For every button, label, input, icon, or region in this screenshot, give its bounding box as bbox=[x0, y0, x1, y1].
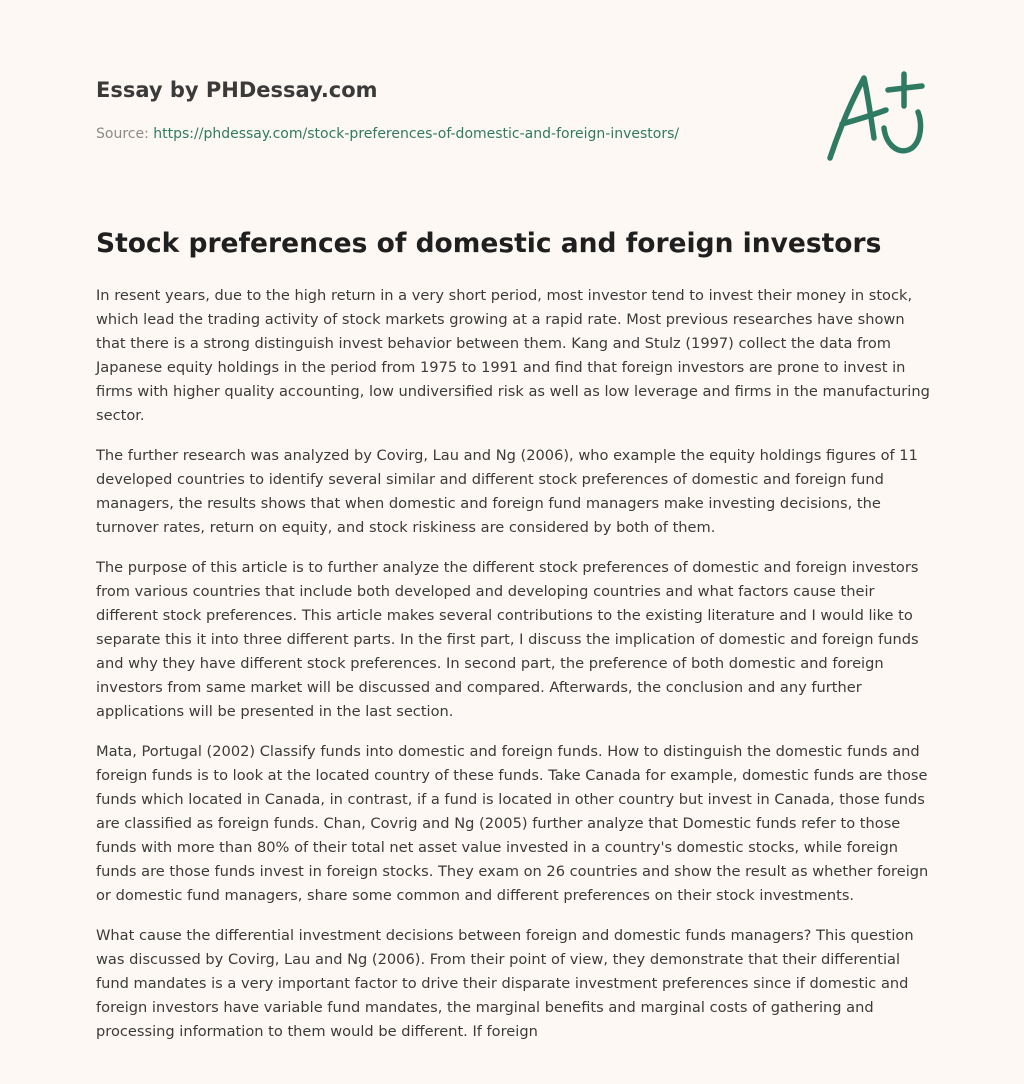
page-header bbox=[96, 76, 796, 144]
source-label: Source: bbox=[96, 126, 154, 142]
paragraph-4: Mata, Portugal (2002) Classify funds into domestic and foreign funds. How to distinguish the domestic funds and foreign funds is to look at the located country of these funds. Take Canada for example, domestic funds are those funds which located in Canada, in contrast, if a fund is located in other country but invest in Canada, those funds are classified as foreign funds. Chan, Covrig and Ng (2005) further analyze that Domestic funds refer to those funds with more than 80% of their total net asset value invested in a country's domestic stocks, while foreign funds are those funds invest in foreign stocks. They exam on 26 countries and show the result as whether foreign or domestic fund managers, share some common and different preferences on their stock investments. bbox=[96, 743, 929, 904]
paragraph-5: What cause the differential investment decisions between foreign and domestic funds managers? This question was discussed by Covirg, Lau and Ng (2006). From their point of view, they demonstrate that their differential fund mandates is a very important factor to drive their disparate investment preferences since if domestic and foreign investors have variable fund mandates, the marginal benefits and marginal costs of gathering and processing information to them would be different. If foreign bbox=[96, 927, 914, 1040]
site-brand: Essay by PHDessay.com bbox=[96, 78, 378, 102]
article-title: Stock preferences of domestic and foreign investors bbox=[96, 228, 882, 259]
article-body bbox=[96, 284, 932, 1060]
paragraph-2: The further research was analyzed by Covirg, Lau and Ng (2006), who example the equity holdings figures of 11 developed countries to identify several similar and different stock preferences of domestic and foreign fund managers, the results shows that when domestic and foreign fund managers make investing decisions, the turnover rates, return on equity, and stock riskiness are considered by both of them. bbox=[96, 447, 918, 536]
source-line bbox=[96, 124, 796, 144]
paragraph-3: The purpose of this article is to further analyze the different stock preferences of domestic and foreign investors from various countries that include both developed and developing countries and what factors cause their different stock preferences. This article makes several contributions to the existing literature and I would like to separate this it into three different parts. In the first part, I discuss the implication of domestic and foreign funds and why they have different stock preferences. In second part, the preference of both domestic and foreign investors from same market will be discussed and compared. Afterwards, the conclusion and any further applications will be presented in the last section. bbox=[96, 559, 919, 720]
source-link[interactable]: https://phdessay.com/stock-preferences-of-domestic-and-foreign-investors/ bbox=[153, 126, 680, 142]
paragraph-1: In resent years, due to the high return in a very short period, most investor tend to invest their money in stock, which lead the trading activity of stock markets growing at a rapid rate. Most previous researches have shown that there is a strong distinguish invest behavior between them. Kang and Stulz (1997) collect the data from Japanese equity holdings in the period from 1975 to 1991 and find that foreign investors are prone to invest in firms with higher quality accounting, low undiversified risk as well as low leverage and firms in the manufacturing sector. bbox=[96, 287, 930, 424]
a-plus-logo-icon bbox=[818, 66, 930, 166]
